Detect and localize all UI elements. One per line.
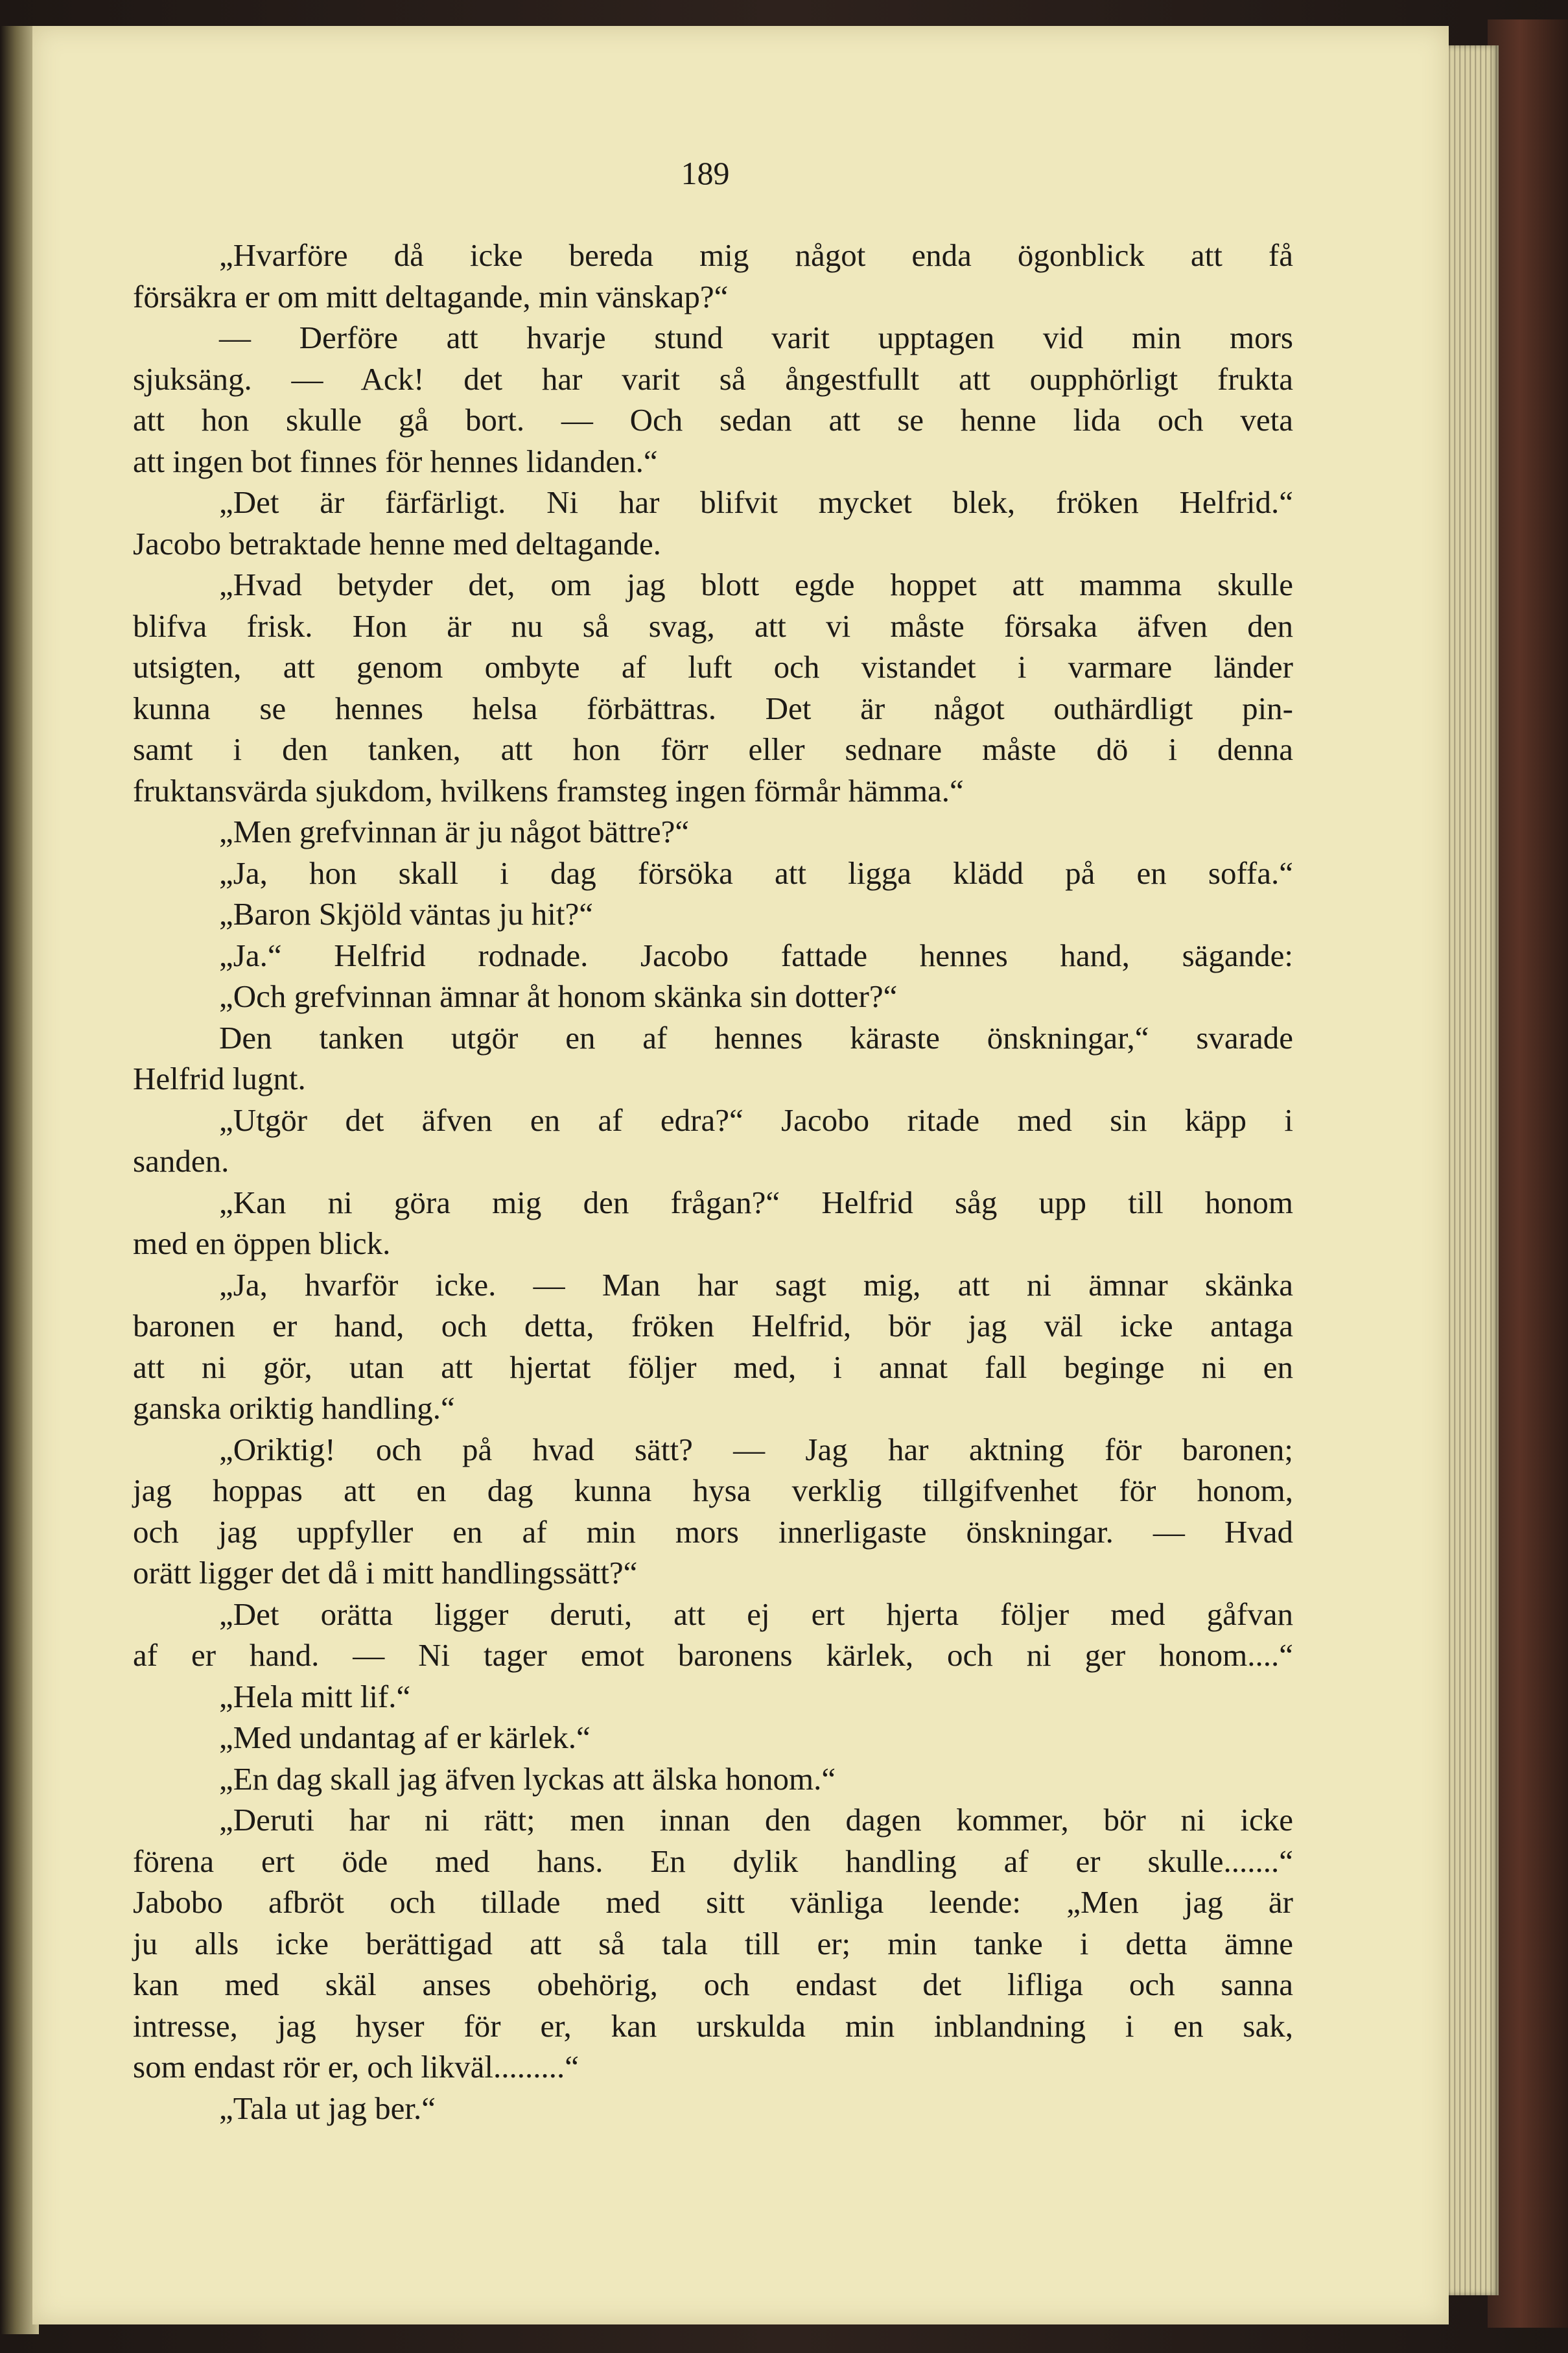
text-line: „Det orätta ligger deruti, att ej ert hjerta följer med gåfvan [219,1596,1293,1632]
text-line: „En dag skall jag äfven lyckas att älska honom.“ [219,1760,836,1797]
text-line: sanden. [133,1143,229,1179]
text-line: jag hoppas att en dag kunna hysa verklig tillgifvenhet för honom, [133,1472,1293,1508]
text-line: „Kan ni göra mig den frågan?“ Helfrid såg upp till honom [219,1184,1293,1220]
text-line: Den tanken utgör en af hennes käraste önskningar,“ svarade [219,1019,1293,1056]
page-edges [1440,45,1499,2295]
text-line: att hon skulle gå bort. — Och sedan att se henne lida och veta [133,402,1293,438]
text-line: „Ja, hon skall i dag försöka att ligga klädd på en soffa.“ [219,855,1293,891]
text-line: med en öppen blick. [133,1225,391,1261]
text-line: „Hvarföre då icke bereda mig något enda ögonblick att få [219,237,1293,273]
text-line: „Hela mitt lif.“ [219,1678,411,1714]
text-line: fruktansvärda sjukdom, hvilkens framsteg ingen förmår hämma.“ [133,772,964,809]
text-line: samt i den tanken, att hon förr eller sednare måste dö i denna [133,731,1293,767]
text-line: att ingen bot finnes för hennes lidanden.“ [133,443,658,479]
text-line: „Men grefvinnan är ju något bättre?“ [219,814,690,849]
text-line: Helfrid lugnt. [133,1061,306,1096]
text-line: försäkra er om mitt deltagande, min vänskap?“ [133,278,729,314]
text-line: ganska oriktig handling.“ [133,1390,455,1426]
text-line: „Tala ut jag ber.“ [219,2090,436,2126]
text-line: „Med undantag af er kärlek.“ [219,1720,591,1755]
text-line: sjuksäng. — Ack! det har varit så ångestfullt att oupphörligt frukta [133,361,1293,397]
text-line: förena ert öde med hans. En dylik handling af er skulle.......“ [133,1843,1293,1879]
text-line: — Derföre att hvarje stund varit upptagen vid min mors [219,320,1293,355]
text-line: kan med skäl anses obehörig, och endast det lifliga och sanna [133,1967,1293,2002]
text-line: ju alls icke berättigad att så tala till er; min tanke i detta ämne [133,1925,1293,1961]
text-line: „Baron Skjöld väntas ju hit?“ [219,896,593,932]
text-line: baronen er hand, och detta, fröken Helfrid, bör jag väl icke antaga [133,1308,1293,1343]
text-line: orätt ligger det då i mitt handlingssätt?“ [133,1555,638,1590]
text-line: „Hvad betyder det, om jag blott egde hoppet att mamma skulle [219,567,1293,602]
text-line: „Ja, hvarför icke. — Man har sagt mig, att ni ämnar skänka [219,1266,1293,1303]
text-line: Jabobo afbröt och tillade med sitt vänliga leende: „Men jag är [133,1884,1293,1920]
text-line: „Ja.“ Helfrid rodnade. Jacobo fattade hennes hand, sägande: [219,937,1293,973]
text-line: af er hand. — Ni tager emot baronens kärlek, och ni ger honom....“ [133,1637,1293,1673]
text-line: utsigten, att genom ombyte af luft och vistandet i varmare länder [133,649,1293,685]
text-line: blifva frisk. Hon är nu så svag, att vi måste försaka äfven den [133,608,1293,644]
text-line: „Och grefvinnan ämnar åt honom skänka sin dotter?“ [219,978,898,1014]
text-line: „Oriktig! och på hvad sätt? — Jag har aktning för baronen; [219,1431,1293,1467]
text-line: som endast rör er, och likväl.........“ [133,2049,579,2085]
text-line: kunna se hennes helsa förbättras. Det är något outhärdligt pin- [133,690,1293,726]
text-line: intresse, jag hyser för er, kan urskulda min inblandning i en sak, [133,2007,1293,2044]
text-line: att ni gör, utan att hjertat följer med, i annat fall beginge ni en [133,1349,1293,1385]
book-cover-edge [1488,19,1568,2328]
text-line: Jacobo betraktade henne med deltagande. [133,525,661,562]
text-line: och jag uppfyller en af min mors innerligaste önskningar. — Hvad [133,1513,1293,1550]
body-text [133,235,1293,2129]
text-line: „Deruti har ni rätt; men innan den dagen kommer, bör ni icke [219,1802,1293,1838]
text-line: „Det är färfärligt. Ni har blifvit mycket blek, fröken Helfrid.“ [219,484,1293,520]
page-number: 189 [681,155,730,191]
text-line: „Utgör det äfven en af edra?“ Jacobo ritade med sin käpp i [219,1102,1293,1138]
